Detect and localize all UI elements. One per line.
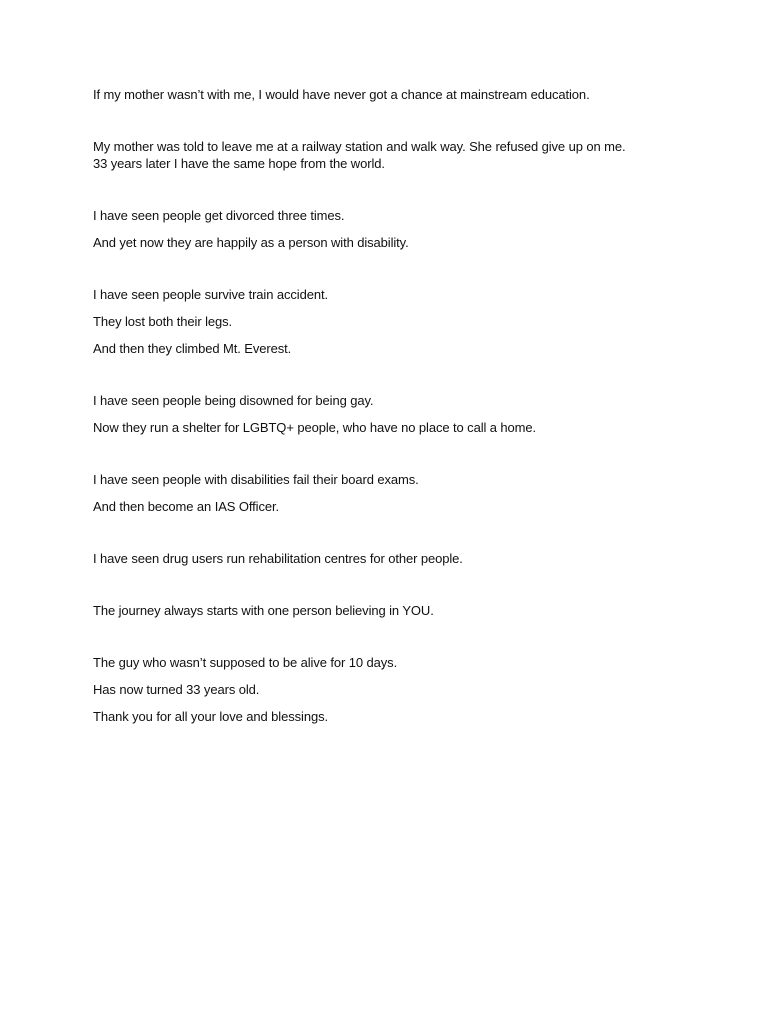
text-line: I have seen people with disabilities fail their board exams. [93,472,419,487]
paragraph-rehabilitation [93,550,693,567]
paragraph-disowned [93,392,693,436]
paragraph-thank-you [93,654,693,725]
paragraph-divorced [93,207,693,251]
text-line: Now they run a shelter for LGBTQ+ people, who have no place to call a home. [93,420,537,435]
text-line: My mother was told to leave me at a railway station and walk way. She refused give up on me. [93,139,626,154]
text-line: I have seen people get divorced three times. [93,208,345,223]
text-line: The journey always starts with one person believing in YOU. [93,603,434,618]
text-line: Thank you for all your love and blessings. [93,709,328,724]
paragraph-train-accident [93,286,693,357]
text-line: I have seen people being disowned for being gay. [93,393,374,408]
text-line: And then become an IAS Officer. [93,499,279,514]
text-line: Has now turned 33 years old. [93,682,260,697]
paragraph-board-exams [93,471,693,515]
text-line: And yet now they are happily as a person with disability. [93,235,409,250]
text-line: 33 years later I have the same hope from the world. [93,156,385,171]
paragraph-journey [93,602,693,619]
paragraph-mother [93,86,693,103]
text-line: And then they climbed Mt. Everest. [93,341,292,356]
text-line: If my mother wasn’t with me, I would have never got a chance at mainstream education. [93,87,590,102]
document-body [93,86,693,760]
text-line: I have seen people survive train accident. [93,287,328,302]
paragraph-railway-station [93,138,693,172]
text-line: I have seen drug users run rehabilitation centres for other people. [93,551,463,566]
text-line: The guy who wasn’t supposed to be alive for 10 days. [93,655,398,670]
text-line: They lost both their legs. [93,314,233,329]
